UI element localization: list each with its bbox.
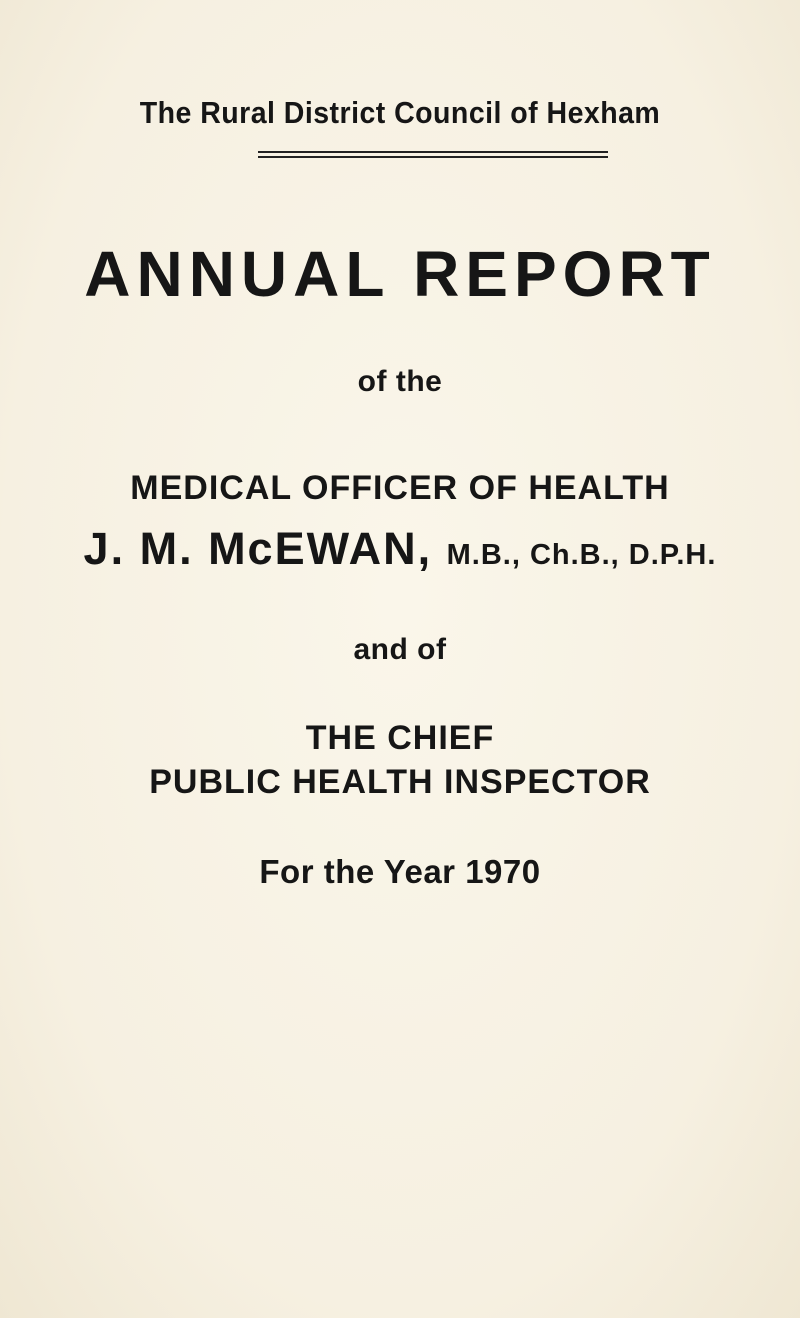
rule-line-bottom [258, 156, 608, 158]
officer-title: MEDICAL OFFICER OF HEALTH [130, 469, 670, 507]
report-title: ANNUAL REPORT [84, 238, 716, 310]
officer-qualifications: M.B., Ch.B., D.P.H. [446, 539, 717, 571]
and-of-text: and of [353, 633, 447, 666]
rule-line-top [258, 151, 608, 153]
double-rule-divider [258, 151, 608, 161]
officer-name: J. M. McEWAN, [83, 523, 433, 574]
officer-name-line [0, 523, 800, 575]
council-name: The Rural District Council of Hexham [139, 95, 661, 130]
inspector-title-line-1: THE CHIEF [305, 719, 495, 757]
report-year: For the Year 1970 [259, 853, 541, 890]
of-the-text: of the [357, 365, 443, 398]
inspector-title-line-2: PUBLIC HEALTH INSPECTOR [149, 763, 651, 801]
